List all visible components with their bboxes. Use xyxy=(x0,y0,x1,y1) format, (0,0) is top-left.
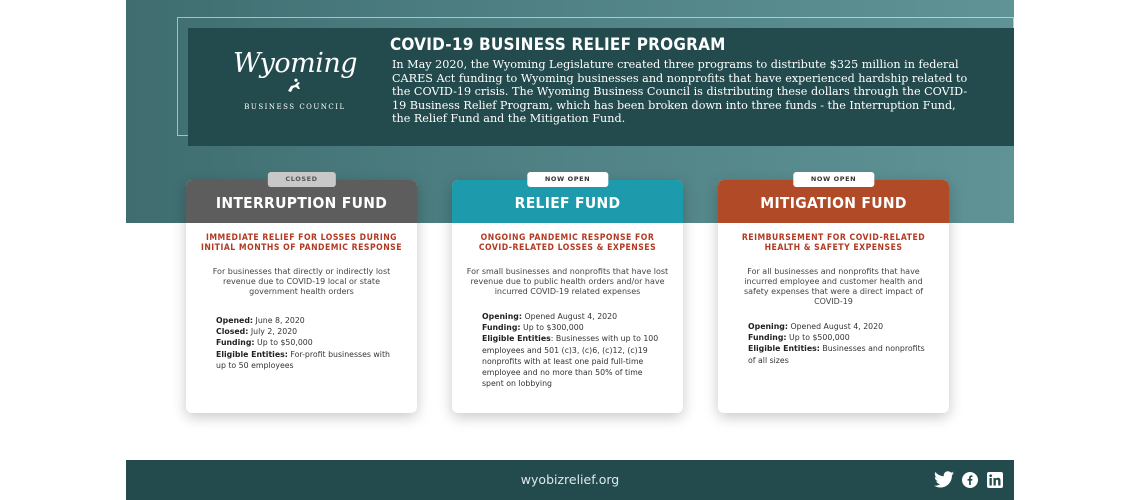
footer-url-link[interactable]: wyobizrelief.org xyxy=(520,472,620,487)
card-description: For businesses that directly or indirectly lost revenue due to COVID-19 local or state government health orders xyxy=(212,267,391,296)
bucking-horse-icon xyxy=(285,77,305,95)
status-badge: NOW OPEN xyxy=(527,172,608,187)
card-description: For all businesses and nonprofits that have incurred employee and customer health and safety expenses that were a direct impact of COVID-19 xyxy=(743,267,924,306)
card-title: INTERRUPTION FUND xyxy=(215,194,388,212)
card-description: For small businesses and nonprofits that have lost revenue due to public health orders and/or have incurred COVID-19 related expenses xyxy=(466,267,669,296)
facebook-icon[interactable] xyxy=(962,472,978,488)
page-title: COVID-19 BUSINESS RELIEF PROGRAM xyxy=(390,35,726,55)
detail-funding: Funding: Up to $300,000 xyxy=(482,323,584,333)
detail-opening: Opening: Opened August 4, 2020 xyxy=(748,322,884,331)
card-details xyxy=(748,321,930,366)
wyoming-business-council-logo[interactable] xyxy=(230,46,360,118)
detail-funding: Funding: Up to $500,000 xyxy=(748,333,850,343)
logo-subtitle: BUSINESS COUNCIL xyxy=(244,103,346,111)
twitter-icon[interactable] xyxy=(934,471,954,488)
detail-eligible: Eligible Entities: Businesses and nonprofits of all sizes xyxy=(748,344,925,365)
detail-eligible: Eligible Entities: Businesses with up to 100 employees and 501 (c)3, (c)6, (c)12, (c)19 nonprofits with at least one paid full-time employee and no more than 50% of time spent on lobbying xyxy=(482,334,659,389)
intro-paragraph: In May 2020, the Wyoming Legislature created three programs to distribute $325 million in federal CARES Act funding to Wyoming businesses and nonprofits that have experienced hardship related to the COVID-19 crisis. The Wyoming Business Council is distributing these dollars through the COVID-19 Business Relief Program, which has been broken down into three funds - the Interruption Fund, the Relief Fund and the Mitigation Fund. xyxy=(392,58,968,125)
card-subheading: IMMEDIATE RELIEF FOR LOSSES DURING INITIAL MONTHS OF PANDEMIC RESPONSE xyxy=(200,233,403,253)
card-subheading: ONGOING PANDEMIC RESPONSE FOR COVID-RELATED LOSSES & EXPENSES xyxy=(478,233,657,253)
detail-closed: Closed: July 2, 2020 xyxy=(216,327,298,337)
interruption-fund-card[interactable] xyxy=(186,175,417,413)
detail-opening: Opening: Opened August 4, 2020 xyxy=(482,312,618,321)
mitigation-fund-card[interactable] xyxy=(718,175,949,413)
detail-funding: Funding: Up to $50,000 xyxy=(216,338,313,348)
card-details xyxy=(216,315,398,371)
footer xyxy=(126,460,1014,500)
detail-opened: Opened: June 8, 2020 xyxy=(216,316,305,325)
relief-fund-card[interactable] xyxy=(452,175,683,413)
status-badge: NOW OPEN xyxy=(793,172,874,187)
status-badge: CLOSED xyxy=(267,172,335,187)
card-subheading: REIMBURSEMENT FOR COVID-RELATED HEALTH & SAFETY EXPENSES xyxy=(741,233,926,253)
detail-eligible: Eligible Entities: For-profit businesses with up to 50 employees xyxy=(216,349,390,370)
linkedin-icon[interactable] xyxy=(987,472,1003,488)
card-details xyxy=(482,311,664,389)
card-title: MITIGATION FUND xyxy=(760,194,907,212)
card-title: RELIEF FUND xyxy=(514,194,621,212)
logo-wordmark: Wyoming xyxy=(232,48,358,79)
